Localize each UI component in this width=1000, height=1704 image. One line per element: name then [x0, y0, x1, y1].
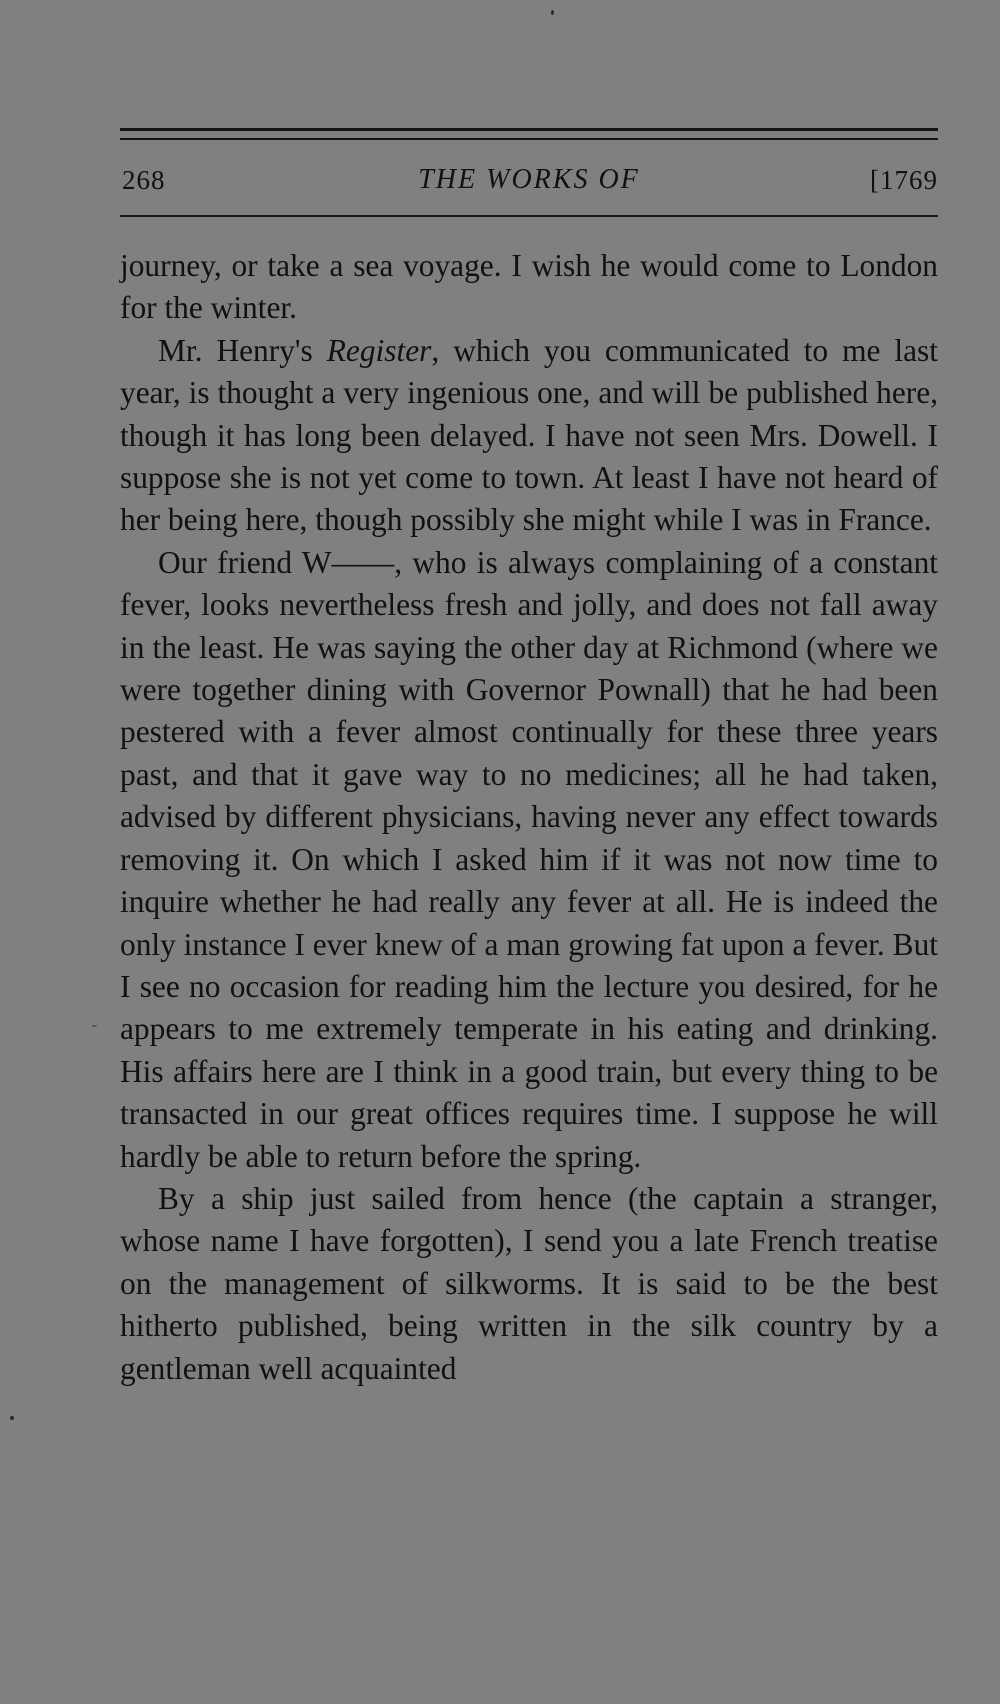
scan-speck	[92, 1025, 97, 1027]
paragraph-text: By a ship just sailed from hence (the captain a stranger, whose name I have forgotten), I send you a late French treatise on the management of silkworms. It is said to be the best hitherto published, being written in the silk country by a gentleman well acquainted	[120, 1180, 938, 1386]
italic-title: Register	[326, 332, 432, 368]
paragraph-text: journey, or take a sea voyage. I wish he would come to London for the winter.	[120, 248, 938, 326]
book-page	[120, 0, 940, 1704]
top-rule	[120, 128, 938, 131]
body-text	[120, 245, 938, 1390]
running-title: THE WORKS OF	[418, 164, 640, 195]
scan-speck	[10, 1416, 14, 1420]
paragraph-text: Mr. Henry's	[158, 332, 327, 368]
paragraph	[120, 542, 938, 1178]
paragraph	[120, 245, 938, 330]
paragraph	[120, 1178, 938, 1390]
paragraph	[120, 330, 938, 542]
top-rule-thin	[120, 138, 938, 140]
running-head	[120, 160, 938, 200]
header-rule	[120, 215, 938, 217]
page-number: 268	[122, 165, 166, 195]
paragraph-text: Our friend W——, who is always complaining of a constant fever, looks nevertheless fresh and jolly, and does not fall away in the least. He was saying the other day at Richmond (where we were together dining with Governor Pownall) that he had been pestered with a fever almost continually for these three years past, and that it gave way to no medicines; all he had taken, advised by different physicians, having never any effect towards removing it. On which I asked him if it was not now time to inquire whether he had really any fever at all. He is indeed the only instance I ever knew of a man growing fat upon a fever. But I see no occasion for reading him the lecture you desired, for he appears to me extremely temperate in his eating and drinking. His affairs here are I think in a good train, but every thing to be transacted in our great offices requires time. I suppose he will hardly be able to return before the spring.	[120, 544, 938, 1174]
year-mark: [1769	[870, 165, 938, 195]
paragraph-text: , which you communicated to me last year, is thought a very ingenious one, and will be published here, though it has long been delayed. I have not seen Mrs. Dowell. I suppose she is not yet come to town. At least I have not heard of her being here, though possibly she might while I was in France.	[120, 332, 938, 538]
